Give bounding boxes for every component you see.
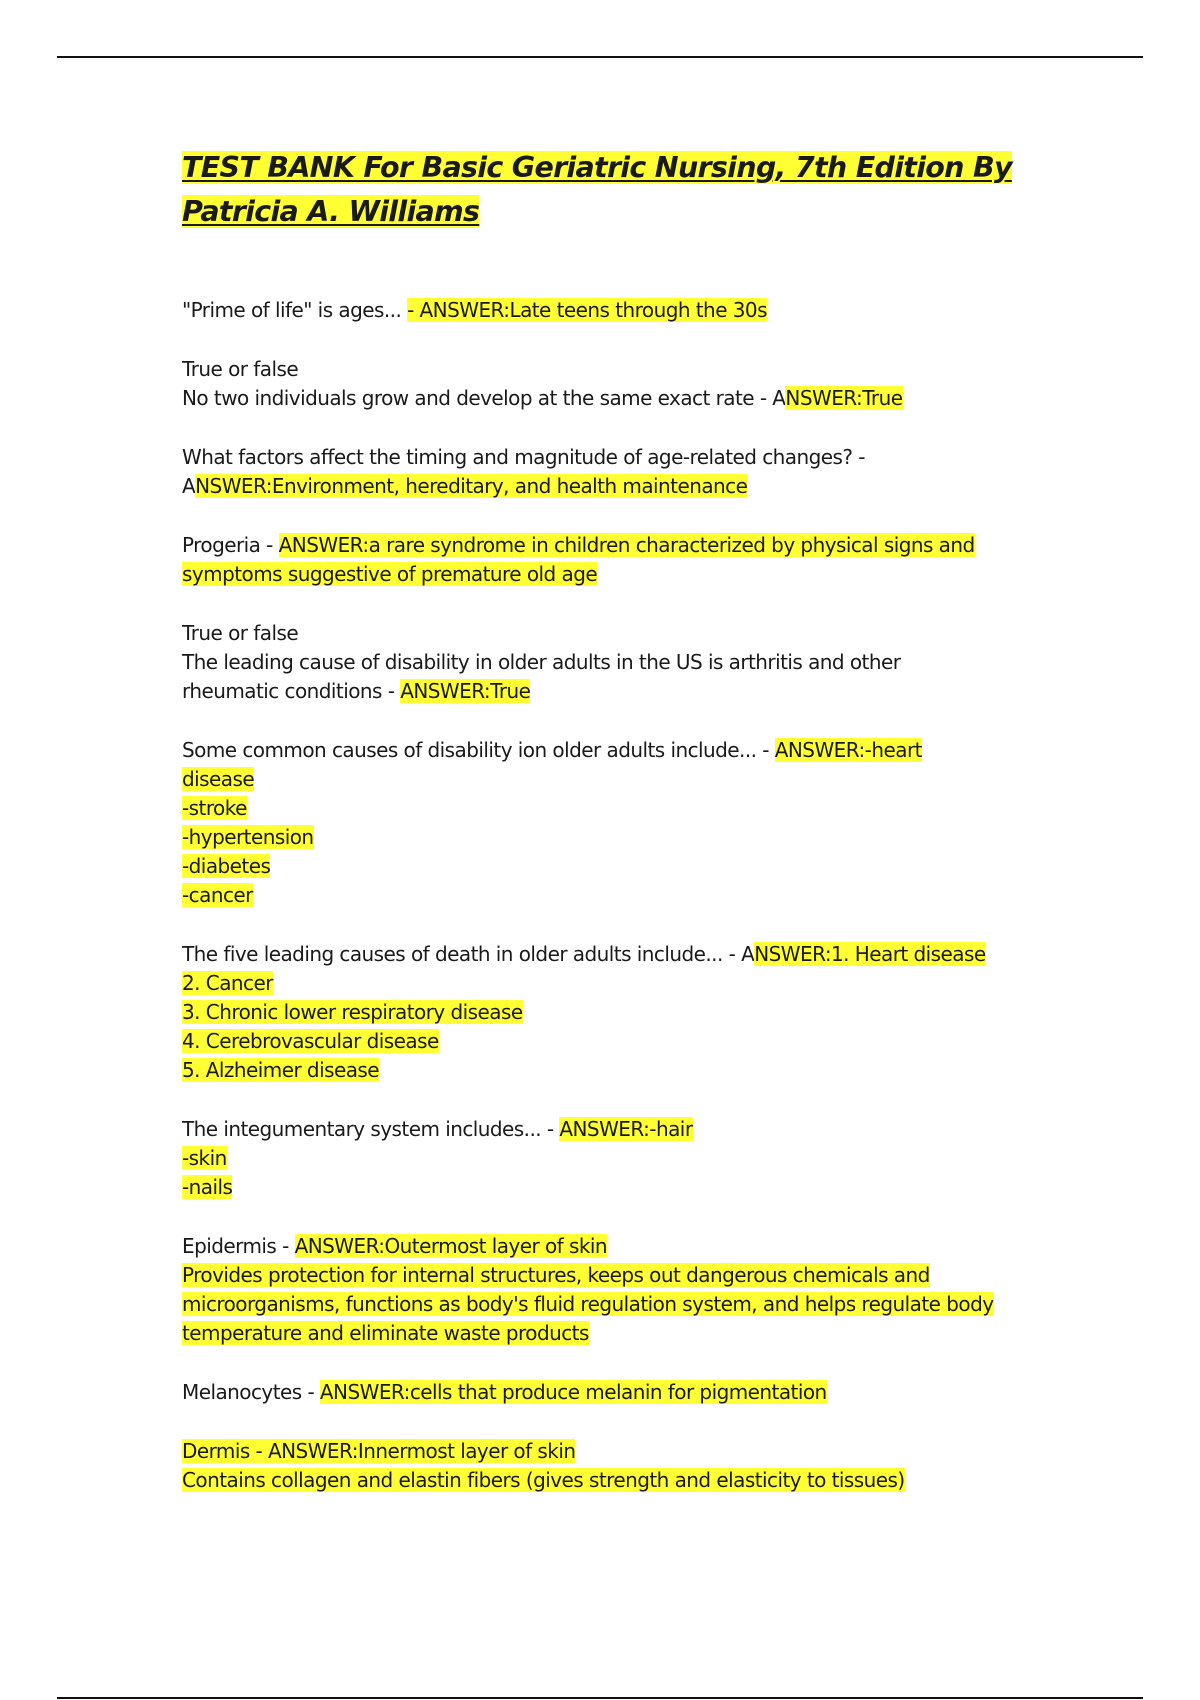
qa-item [182, 736, 1042, 910]
question-text: Melanocytes - [182, 1380, 320, 1404]
answer-text: NSWER:True [785, 386, 903, 410]
answer-text: ANSWER:True [400, 679, 531, 703]
qa-list [182, 296, 1042, 1495]
qa-item [182, 443, 1042, 501]
qa-item [182, 1232, 1042, 1348]
answer-text: ANSWER:a rare syndrome in children characterized by physical signs and symptoms suggestive of premature old age [182, 533, 975, 586]
answer-text: ANSWER:cells that produce melanin for pigmentation [319, 1380, 827, 1404]
qa-item [182, 1437, 1042, 1495]
answer-text: ANSWER:-heart disease -stroke -hypertension -diabetes -cancer [182, 738, 922, 907]
question-text: The five leading causes of death in older adults include... - A [182, 942, 755, 966]
qa-item [182, 296, 1042, 325]
answer-text: NSWER:Environment, hereditary, and health maintenance [195, 474, 748, 498]
document-body [182, 146, 1042, 1525]
title-line-1: TEST BANK For Basic Geriatric Nursing, 7th Edition By [182, 151, 1012, 184]
qa-item [182, 1378, 1042, 1407]
answer-text: - ANSWER:Late teens through the 30s [407, 298, 767, 322]
answer-text: ANSWER:-hair -skin -nails [182, 1117, 693, 1199]
qa-item [182, 531, 1042, 589]
qa-item [182, 355, 1042, 413]
document-title [182, 146, 1042, 234]
question-text: Progeria - [182, 533, 279, 557]
question-text: True or false No two individuals grow and develop at the same exact rate - A [182, 357, 786, 410]
qa-item [182, 619, 1042, 706]
answer-text: NSWER:1. Heart disease 2. Cancer 3. Chronic lower respiratory disease 4. Cerebrovascular disease 5. Alzheimer disease [182, 942, 986, 1082]
top-rule [57, 56, 1143, 58]
question-text: True or false The leading cause of disability in older adults in the US is arthritis and other rheumatic conditions - [182, 621, 901, 703]
question-text: The integumentary system includes... - [182, 1117, 560, 1141]
answer-text: ANSWER:Outermost layer of skin Provides protection for internal structures, keeps out dangerous chemicals and microorganisms, functions as body's fluid regulation system, and helps regulate body temperature and eliminate waste products [182, 1234, 994, 1345]
qa-item [182, 1115, 1042, 1202]
question-text: What factors affect the timing and magnitude of age-related changes? - A [182, 445, 865, 498]
question-text: "Prime of life" is ages... [182, 298, 408, 322]
answer-text: Dermis - ANSWER:Innermost layer of skin Contains collagen and elastin fibers (gives strength and elasticity to tissues) [182, 1439, 905, 1492]
question-text: Epidermis - [182, 1234, 295, 1258]
bottom-rule [57, 1697, 1143, 1699]
qa-item [182, 940, 1042, 1085]
title-line-2: Patricia A. Williams [182, 195, 480, 228]
question-text: Some common causes of disability ion older adults include... - [182, 738, 775, 762]
